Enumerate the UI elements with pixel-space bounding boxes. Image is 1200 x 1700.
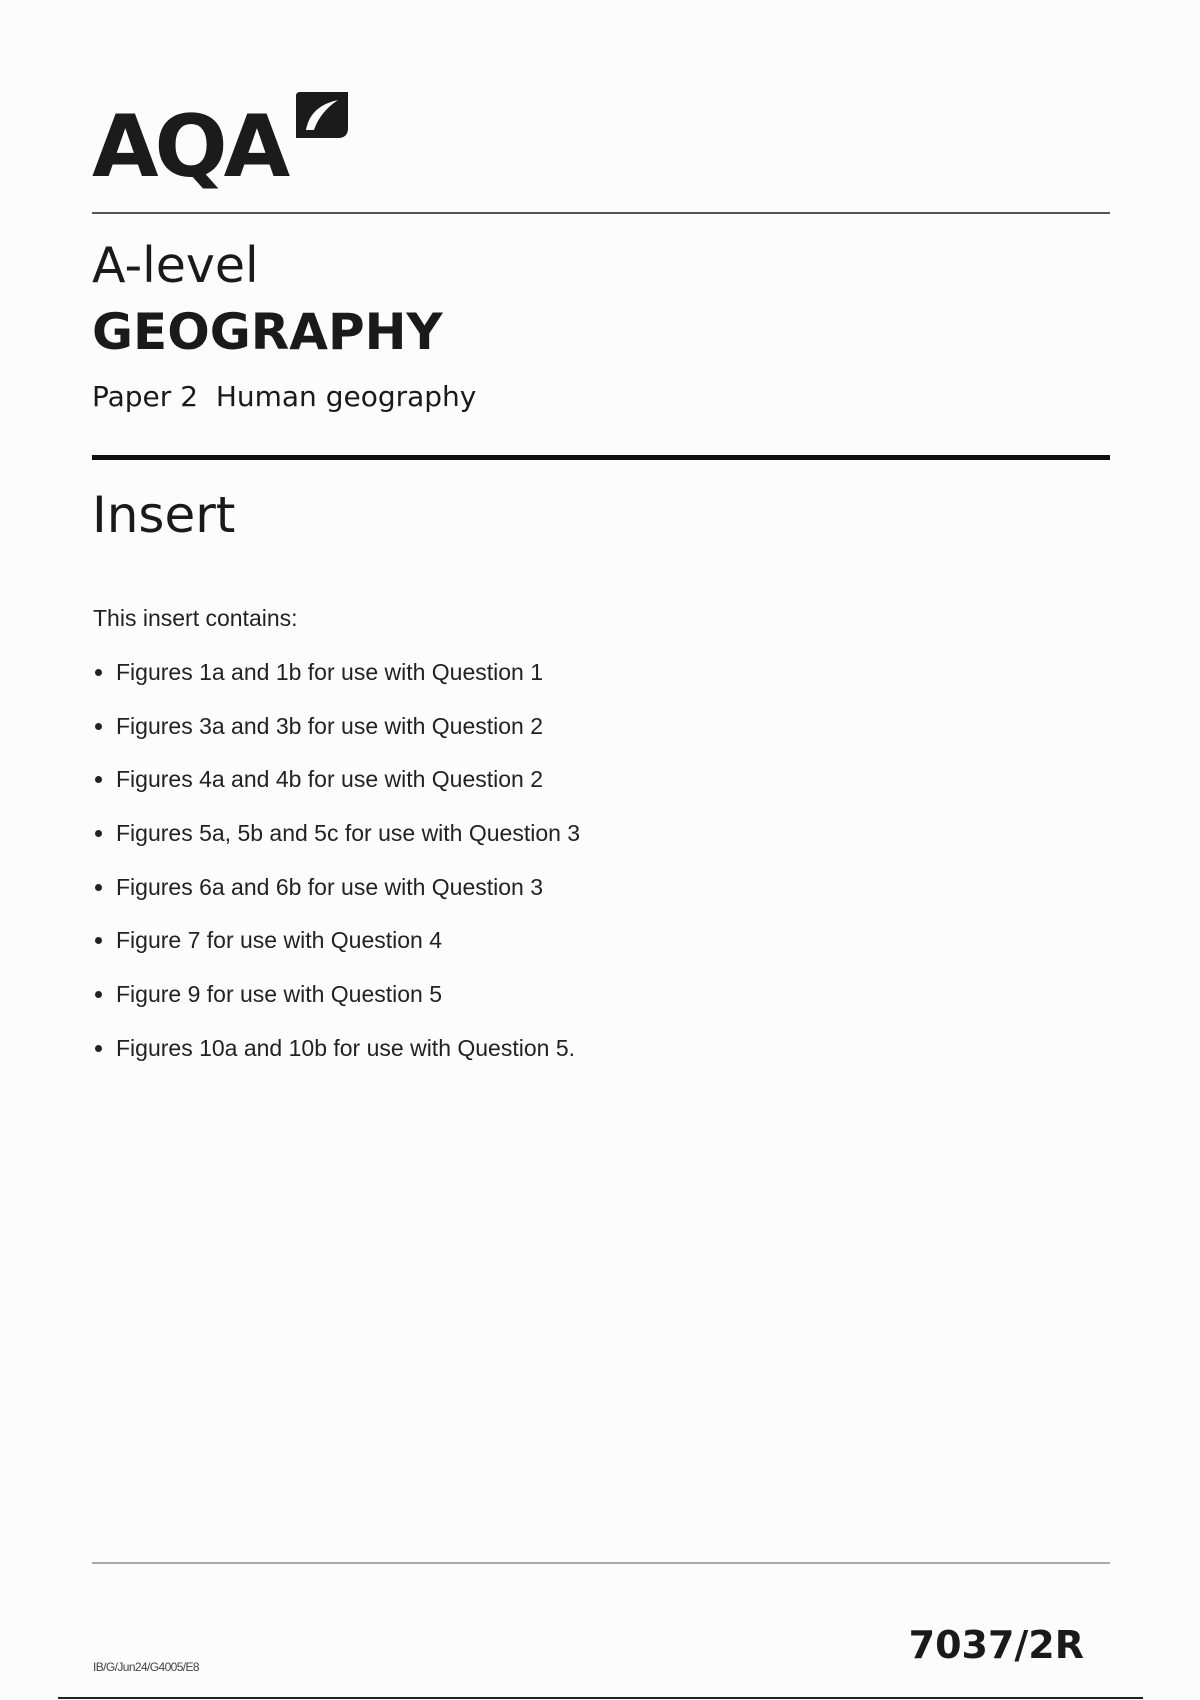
insert-contents-list (93, 658, 580, 1088)
list-item-text: Figures 3a and 3b for use with Question 2 (116, 712, 544, 739)
aqa-logo (92, 88, 362, 197)
header-divider (92, 212, 1110, 214)
bullet-icon (95, 884, 102, 891)
list-item-text: Figures 5a, 5b and 5c for use with Question 3 (116, 820, 581, 847)
list-item-text: Figures 10a and 10b for use with Question 5. (116, 1034, 576, 1061)
footer-divider (92, 1562, 1110, 1564)
bullet-icon (95, 1045, 102, 1052)
paper-title: Paper 2 Human geography (92, 380, 477, 413)
logo-wordmark: AQA (92, 97, 287, 197)
list-item (93, 712, 580, 766)
bullet-icon (95, 776, 102, 783)
list-item (93, 873, 580, 927)
bullet-icon (95, 669, 102, 676)
list-item-text: Figures 6a and 6b for use with Question 3 (116, 873, 544, 900)
list-item (93, 926, 580, 980)
bullet-icon (95, 991, 102, 998)
subject-title: GEOGRAPHY (92, 303, 443, 361)
paper-reference: 7037/2R (908, 1623, 1084, 1667)
bullet-icon (95, 830, 102, 837)
aqa-mark-icon (292, 88, 352, 146)
list-item-text: Figures 4a and 4b for use with Question 2 (116, 766, 544, 793)
list-item (93, 1034, 580, 1088)
document-code: IB/G/Jun24/G4005/E8 (93, 1660, 200, 1674)
page-bottom-edge (58, 1697, 1143, 1699)
qualification-level: A-level (92, 237, 259, 294)
list-item (93, 819, 580, 873)
list-item-text: Figure 7 for use with Question 4 (116, 927, 442, 954)
list-item-text: Figure 9 for use with Question 5 (116, 981, 442, 1008)
insert-heading: Insert (92, 486, 236, 544)
list-item-text: Figures 1a and 1b for use with Question 1 (116, 659, 544, 685)
list-item (93, 658, 580, 712)
list-item (93, 765, 580, 819)
bullet-icon (95, 937, 102, 944)
section-divider (92, 455, 1110, 460)
list-item (93, 980, 580, 1034)
bullet-icon (95, 723, 102, 730)
insert-intro: This insert contains: (93, 605, 298, 631)
